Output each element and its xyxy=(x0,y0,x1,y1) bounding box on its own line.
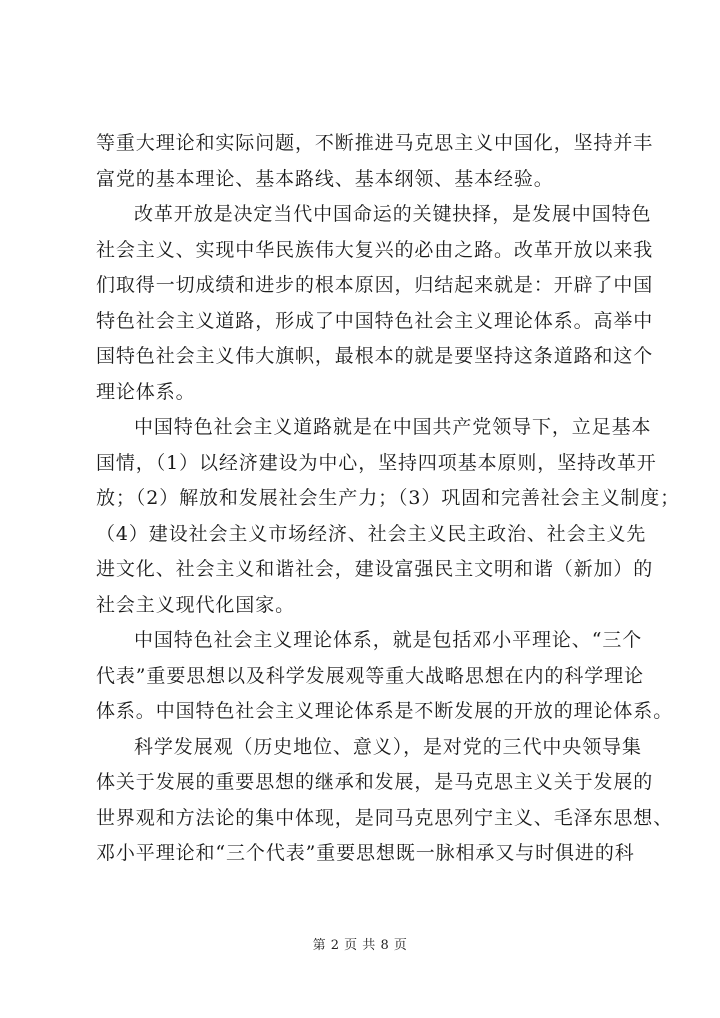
text-line: 体关于发展的重要思想的继承和发展，是马克思主义关于发展的 xyxy=(96,771,654,793)
text-line: 体系。中国特色社会主义理论体系是不断发展的开放的理论体系。 xyxy=(96,700,674,722)
text-line: 改革开放是决定当代中国命运的关键抉择，是发展中国特色 xyxy=(134,203,652,225)
text-line: 国特色社会主义伟大旗帜，最根本的就是要坚持这条道路和这个 xyxy=(96,345,654,367)
text-line: 放；（2）解放和发展社会生产力；（3）巩固和完善社会主义制度； xyxy=(96,487,681,509)
text-line: 邓小平理论和“三个代表”重要思想既一脉相承又与时俱进的科 xyxy=(96,842,635,864)
text-line: 社会主义、实现中华民族伟大复兴的必由之路。改革开放以来我 xyxy=(96,238,654,261)
text-line: （4）建设社会主义市场经济、社会主义民主政治、社会主义先 xyxy=(96,522,647,545)
text-line: 世界观和方法论的集中体现，是同马克思列宁主义、毛泽东思想、 xyxy=(96,806,674,829)
text-line: 进文化、社会主义和谐社会，建设富强民主文明和谐（新加）的 xyxy=(96,558,654,580)
text-line: 中国特色社会主义理论体系，就是包括邓小平理论、“三个 xyxy=(134,629,643,651)
text-line: 社会主义现代化国家。 xyxy=(96,593,296,616)
text-line: 代表”重要思想以及科学发展观等重大战略思想在内的科学理论 xyxy=(96,664,644,687)
body-text xyxy=(96,126,681,872)
text-line: 富党的基本理论、基本路线、基本纲领、基本经验。 xyxy=(96,167,554,190)
text-line: 国情，（1）以经济建设为中心，坚持四项基本原则，坚持改革开 xyxy=(96,451,657,474)
page-number-label: 第 2 页 共 8 页 xyxy=(312,938,408,953)
text-line: 特色社会主义道路，形成了中国特色社会主义理论体系。高举中 xyxy=(96,309,654,332)
text-line: 科学发展观（历史地位、意义），是对党的三代中央领导集 xyxy=(134,735,642,758)
text-line: 们取得一切成绩和进步的根本原因，归结起来就是：开辟了中国 xyxy=(96,274,654,296)
text-line: 中国特色社会主义道路就是在中国共产党领导下，立足基本 xyxy=(134,416,652,438)
page-footer xyxy=(0,934,720,953)
text-line: 理论体系。 xyxy=(96,380,196,403)
text-line: 等重大理论和实际问题，不断推进马克思主义中国化，坚持并丰 xyxy=(96,132,654,154)
